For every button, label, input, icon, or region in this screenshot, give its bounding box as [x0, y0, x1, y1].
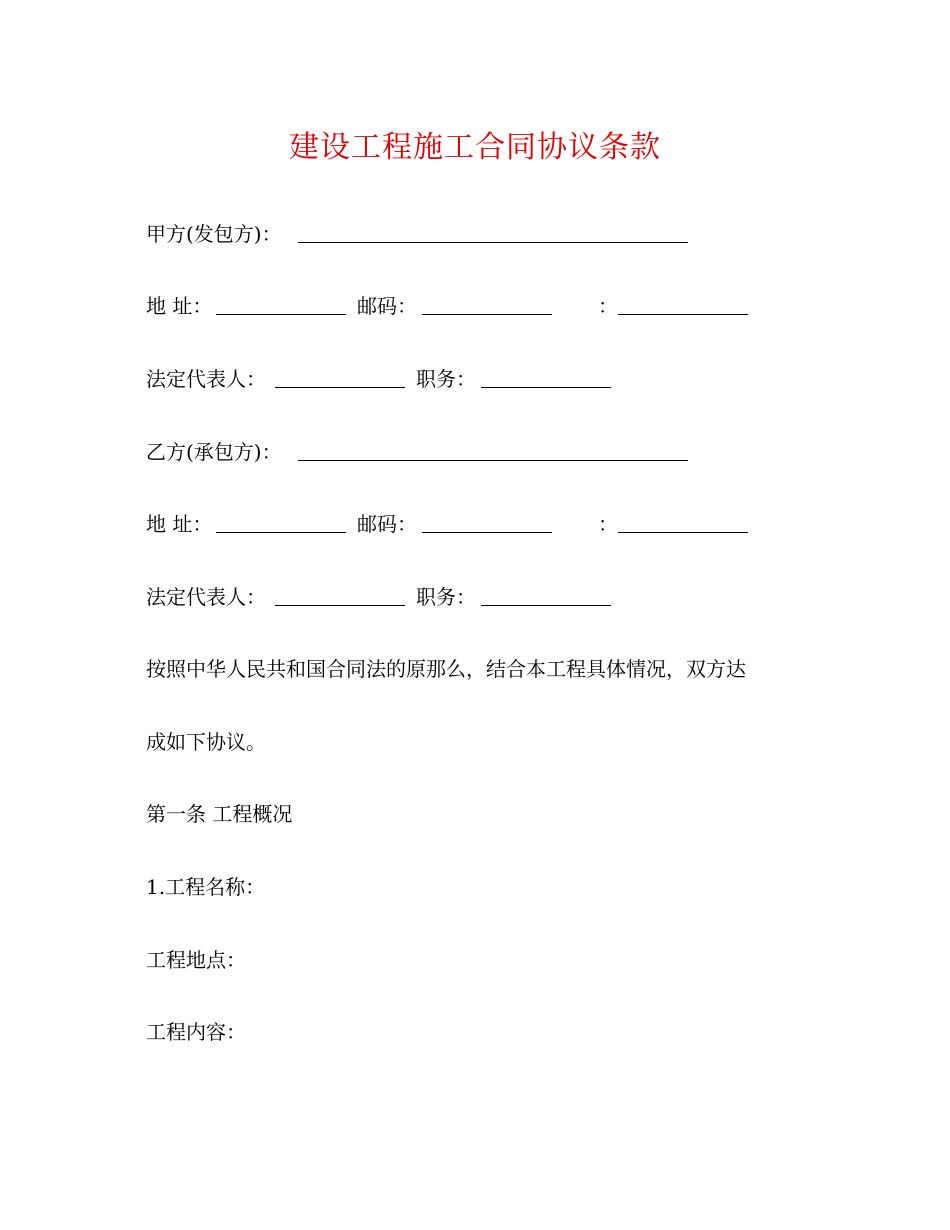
- party-a-address-label: 地 址：: [146, 294, 213, 318]
- party-a-postcode-blank: [422, 314, 552, 315]
- party-b-extra-label: ：: [598, 512, 618, 536]
- party-b-extra-blank: [618, 532, 748, 533]
- party-a-extra-label: ：: [598, 294, 618, 318]
- article-1-heading: 第一条 工程概况: [146, 802, 293, 826]
- party-a-rep-label: 法定代表人：: [146, 367, 266, 391]
- party-b-address-blank: [216, 532, 346, 533]
- party-a-label: 甲方(发包方)：: [146, 222, 282, 246]
- party-b-position-blank: [481, 605, 611, 606]
- item-project-name: 1.工程名称：: [146, 875, 266, 899]
- party-b-position-label: 职务：: [416, 585, 476, 609]
- item-project-content: 工程内容：: [146, 1020, 246, 1044]
- party-b-label: 乙方(承包方)：: [146, 440, 282, 464]
- party-a-name-blank: [298, 242, 688, 243]
- item-project-location: 工程地点：: [146, 948, 246, 972]
- party-a-address-blank: [216, 314, 346, 315]
- party-a-postcode-label: 邮码：: [357, 294, 417, 318]
- party-b-postcode-blank: [422, 532, 552, 533]
- party-a-position-blank: [481, 387, 611, 388]
- party-b-rep-blank: [275, 605, 405, 606]
- party-b-rep-label: 法定代表人：: [146, 585, 266, 609]
- party-a-rep-blank: [275, 387, 405, 388]
- party-b-address-label: 地 址：: [146, 512, 213, 536]
- document-title: 建设工程施工合同协议条款: [289, 130, 661, 165]
- intro-line-2: 成如下协议。: [146, 730, 266, 754]
- party-b-name-blank: [298, 460, 688, 461]
- party-a-extra-blank: [618, 314, 748, 315]
- party-a-position-label: 职务：: [416, 367, 476, 391]
- party-b-postcode-label: 邮码：: [357, 512, 417, 536]
- intro-line-1: 按照中华人民共和国合同法的原那么，结合本工程具体情况，双方达: [146, 657, 746, 681]
